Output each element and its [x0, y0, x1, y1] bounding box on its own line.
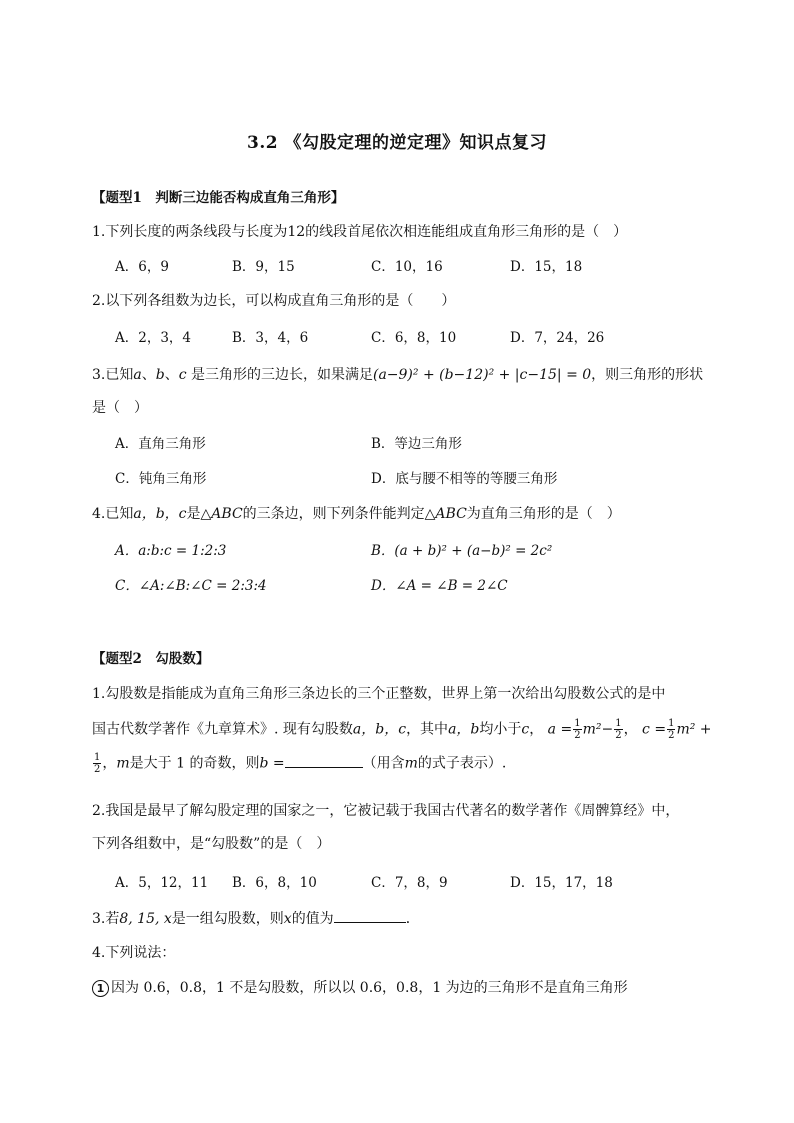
q2-2-option-d: D．15，17，18: [510, 875, 613, 891]
question-2-2-line2: 下列各组数中，是“勾股数”的是（ ）: [92, 836, 331, 852]
q1-2-option-a: A．2，3，4: [115, 330, 192, 346]
question-1-2: 2.以下列各组数为边长，可以构成直角三角形的是（ ）: [92, 293, 456, 309]
fraction-half: $\frac{1}{2}$: [668, 718, 675, 741]
question-1-1: 1.下列长度的两条线段与长度为12的线段首尾依次相连能组成直角形三角形的是（ ）: [92, 224, 628, 240]
q1-4-option-d: D．∠A = ∠B = 2∠C: [371, 578, 508, 594]
question-1-3-line2: 是（ ）: [92, 400, 148, 416]
answer-blank: [334, 908, 406, 923]
q2-2-option-c: C．7，8，9: [371, 875, 448, 891]
q1-1-option-c: C．10，16: [371, 259, 443, 275]
circled-number-one: 1: [92, 980, 109, 997]
section-2-header: 【题型2 勾股数】: [92, 651, 210, 667]
q1-3-option-b: B．等边三角形: [371, 436, 462, 452]
q1-4-option-c: C．∠A:∠B:∠C = 2:3:4: [115, 578, 267, 594]
fraction-half: $\frac{1}{2}$: [574, 718, 581, 741]
question-2-4-item-1: 1 因为 0.6，0.8，1 不是勾股数，所以以 0.6，0.8，1 为边的三角形不是直角三角形: [92, 978, 628, 998]
section-1-header: 【题型1 判断三边能否构成直角三角形】: [92, 190, 345, 206]
question-2-1-line2: 国古代数学著作《九章算术》. 现有勾股数a，b，c，其中a，b均小于c， a = $\frac{1}{2}$ m²− $\frac{1}{2}$ ， c = $\frac{1}{2}$ m² +: [92, 718, 712, 741]
page-title: 3.2 《勾股定理的逆定理》知识点复习: [247, 133, 547, 153]
question-2-1-line3: $\frac{1}{2}$ ，m是大于 1 的奇数，则b = （用含m的式子表示）.: [94, 752, 507, 775]
q1-1-option-b: B．9，15: [232, 259, 295, 275]
q1-3-option-c: C．钝角三角形: [115, 471, 207, 487]
q1-2-option-d: D．7，24，26: [510, 330, 605, 346]
q1-2-option-b: B．3，4，6: [232, 330, 309, 346]
q1-2-option-c: C．6，8，10: [371, 330, 457, 346]
q1-1-option-a: A．6，9: [115, 259, 169, 275]
q1-1-option-d: D．15，18: [510, 259, 583, 275]
q1-3-option-d: D．底与腰不相等的等腰三角形: [371, 471, 558, 487]
q1-4-option-b: B．(a + b)² + (a−b)² = 2c²: [371, 543, 553, 559]
q2-2-option-a: A．5，12，11: [115, 875, 209, 891]
question-1-4: 4.已知a，b，c是△ABC的三条边，则下列条件能判定△ABC为直角三角形的是（ ）: [92, 506, 621, 522]
fraction-half: $\frac{1}{2}$: [615, 718, 622, 741]
q1-3-option-a: A．直角三角形: [115, 436, 206, 452]
question-2-4: 4.下列说法：: [92, 945, 176, 961]
q1-4-option-a: A．a:b:c = 1:2:3: [115, 543, 227, 559]
answer-blank: [285, 753, 363, 768]
question-2-1-line1: 1.勾股数是指能成为直角三角形三条边长的三个正整数，世界上第一次给出勾股数公式的是中: [92, 686, 666, 702]
fraction-half: $\frac{1}{2}$: [94, 752, 101, 775]
q2-2-option-b: B．6，8，10: [232, 875, 317, 891]
question-2-3: 3.若8, 15, x是一组勾股数，则x的值为 ．: [92, 908, 420, 929]
question-2-2-line1: 2.我国是最早了解勾股定理的国家之一，它被记载于我国古代著名的数学著作《周髀算经》中，: [92, 803, 680, 819]
q1-3-formula: (a−9)² + (b−12)² + |c−15| = 0: [372, 367, 592, 383]
question-1-3-line1: 3.已知a、b、c 是三角形的三边长，如果满足(a−9)² + (b−12)² + |c−15| = 0，则三角形的形状: [92, 367, 704, 383]
